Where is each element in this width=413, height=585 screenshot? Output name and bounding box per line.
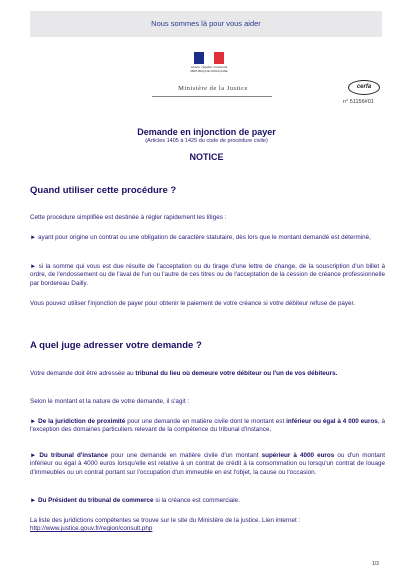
section-heading-when: Quand utiliser cette procédure ?: [30, 185, 177, 196]
p1-bold: tribunal du lieu où demeure votre débiteur ou l'un de vos débiteurs.: [135, 370, 338, 377]
p3-text: La liste des juridictions compétentes se trouve sur le site du Ministère de la justice. Lien internet :: [30, 517, 301, 524]
flag-red: [214, 52, 224, 64]
section1-intro: Cette procédure simplifiée est destinée à régler rapidement les litiges :: [30, 214, 227, 221]
justice-link[interactable]: http://www.justice.gouv.fr/region/consult.php: [30, 525, 153, 533]
section2-p2: Selon le montant et la nature de votre demande, il s'agit :: [30, 398, 190, 405]
notice-heading: NOTICE: [189, 152, 224, 162]
flag-blue: [194, 52, 204, 64]
section-heading-which-judge: A quel juge adresser votre demande ?: [30, 340, 202, 351]
ministere-label: Ministère de la Justice: [178, 85, 248, 92]
section1-bullet-2: ► si la somme qui vous est due résulte de l'acceptation ou du tirage d'une lettre de change, de la souscription d'un billet à ordre, de l'endossement ou de l'aval de l'un ou l'autre de ces titres ou de l'acceptation de la cession de créance professionnelle par bordereau Dailly.: [30, 263, 385, 287]
b2-text: pour une demande en matière civile d'un montant: [107, 452, 262, 459]
document-subtitle: (Articles 1405 à 1425 du code de procédure civile): [145, 138, 268, 144]
section1-outro: Vous pouvez utiliser l'injonction de payer pour obtenir le paiement de votre créance si votre débiteur refuse de payer.: [30, 300, 355, 307]
section2-bullet-commerce: [30, 497, 385, 505]
cerfa-logo: cerfa: [348, 80, 380, 95]
b2-bold: ► Du tribunal d'instance: [30, 452, 108, 459]
b2-amount: supérieur à 4000 euros: [261, 452, 335, 459]
b1-text: pour une demande en matière civile dont le montant est: [125, 418, 287, 425]
b1-amount: inférieur ou égal à 4 000 euros: [286, 418, 378, 425]
document-title: Demande en injonction de payer: [137, 127, 276, 137]
p1-text: Votre demande doit être adressée au: [30, 370, 136, 377]
b2-rest: ou d'un montant inférieur ou égal à 4000 euros lorsqu'elle est relative à un contrat de crédit à la consommation ou lorsqu'un contrat de louage d'immeubles ou un contrat portant sur l'occupation d'un immeuble en est l'objet, la cause ou l'occasion.: [30, 452, 386, 476]
b1-bold: ► De la juridiction de proximité: [30, 418, 126, 425]
b1-rest: , à l'exception des domaines particuliers relevant de la compétence du tribunal d'instance,: [30, 418, 385, 434]
logo-line-2: RÉPUBLIQUE FRANÇAISE: [190, 68, 228, 73]
b3-bold: ► Du Président du tribunal de commerce: [30, 497, 154, 504]
section1-bullet-1: ► ayant pour origine un contrat ou une obligation de caractère statutaire, dès lors que le montant demandé est déterminé,: [30, 234, 371, 241]
section2-p3: [30, 517, 385, 534]
logo-motto: [184, 66, 234, 73]
section2-p1: [30, 370, 385, 378]
b3-text: si la créance est commerciale.: [153, 497, 240, 504]
section2-bullet-instance: [30, 452, 385, 477]
ministere-rule: [152, 96, 272, 97]
help-banner: Nous sommes là pour vous aider: [30, 11, 382, 37]
republique-logo: [184, 52, 234, 82]
flag-white: [204, 52, 214, 64]
logo-line-1: Liberté • Égalité • Fraternité: [190, 65, 228, 69]
form-number: n° 51156#01: [343, 99, 374, 105]
flag-icon: [194, 52, 224, 64]
section2-bullet-proximite: [30, 418, 385, 435]
page-number: 1/3: [372, 561, 379, 567]
